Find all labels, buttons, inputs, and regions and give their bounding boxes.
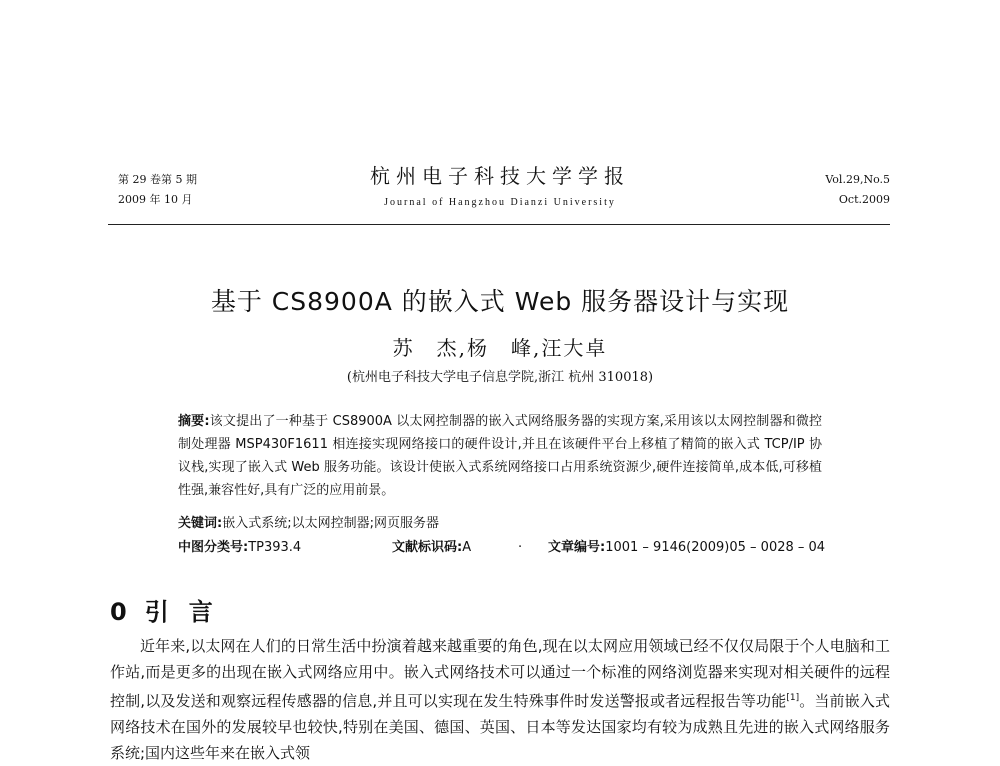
journal-header bbox=[300, 162, 700, 212]
abstract-label: 摘要: bbox=[178, 414, 210, 429]
article-number bbox=[548, 537, 825, 559]
header-right bbox=[825, 170, 890, 210]
abstract bbox=[178, 410, 822, 502]
article-title: 基于 CS8900A 的嵌入式 Web 服务器设计与实现 bbox=[210, 287, 790, 316]
author-affiliation: (杭州电子科技大学电子信息学院,浙江 杭州 310018) bbox=[346, 370, 654, 385]
article-number-value: 1001 – 9146(2009)05 – 0028 – 04 bbox=[605, 540, 826, 555]
section-heading bbox=[110, 592, 233, 627]
keywords-label: 关键词: bbox=[178, 516, 223, 531]
document-code bbox=[392, 537, 471, 559]
publication-date-cn: 2009 年 10 月 bbox=[118, 193, 193, 206]
body-paragraph bbox=[110, 633, 890, 766]
header-divider bbox=[108, 224, 890, 225]
header-left bbox=[118, 170, 197, 210]
publication-date-en: Oct.2009 bbox=[838, 193, 890, 206]
doc-code-label: 文献标识码: bbox=[392, 540, 463, 555]
clc-number bbox=[178, 537, 301, 559]
paragraph-text-2: 。当前嵌入式网络技术在国外的发展较早也较快,特别在美国、德国、英国、日本等发达国家均有较为成熟且先进的嵌入式网络服务系统;国内这些年来在嵌入式领 bbox=[110, 692, 890, 762]
section-number: 0 bbox=[110, 598, 127, 626]
keywords-text: 嵌入式系统;以太网控制器;网页服务器 bbox=[222, 516, 439, 531]
journal-name-cn: 杭州电子科技大学学报 bbox=[370, 164, 630, 188]
volume-issue-en: Vol.29,No.5 bbox=[825, 173, 890, 186]
volume-issue-cn: 第 29 卷第 5 期 bbox=[118, 173, 197, 186]
abstract-text: 该文提出了一种基于 CS8900A 以太网控制器的嵌入式网络服务器的实现方案,采用该以太网控制器和微控制处理器 MSP430F1611 相连接实现网络接口的硬件设计,并且在该硬件平台上移植了精简的嵌入式 TCP/IP 协议栈,实现了嵌入式 Web 服务功能。该设计使嵌入式系统网络接口占用系统资源少,硬件连接简单,成本低,可移植性强,兼容性好,具有广泛的应用前景。 bbox=[178, 414, 822, 498]
citation-ref: [1] bbox=[786, 693, 800, 703]
classification-separator: · bbox=[518, 540, 523, 555]
clc-value: TP393.4 bbox=[248, 540, 302, 555]
doc-code-value: A bbox=[462, 540, 472, 555]
journal-name-en: Journal of Hangzhou Dianzi University bbox=[384, 197, 616, 208]
paragraph-text-1: 近年来,以太网在人们的日常生活中扮演着越来越重要的角色,现在以太网应用领域已经不仅仅局限于个人电脑和工作站,而是更多的出现在嵌入式网络应用中。嵌入式网络技术可以通过一个标准的网络浏览器来实现对相关硬件的远程控制,以及发送和观察远程传感器的信息,并且可以实现在发生特殊事件时发送警报或者远程报告等功能 bbox=[110, 637, 890, 710]
clc-label: 中图分类号: bbox=[178, 540, 249, 555]
section-title: 引言 bbox=[144, 598, 233, 626]
article-number-label: 文章编号: bbox=[548, 540, 606, 555]
keywords bbox=[178, 513, 822, 535]
article-authors: 苏 杰,杨 峰,汪大卓 bbox=[392, 336, 608, 360]
